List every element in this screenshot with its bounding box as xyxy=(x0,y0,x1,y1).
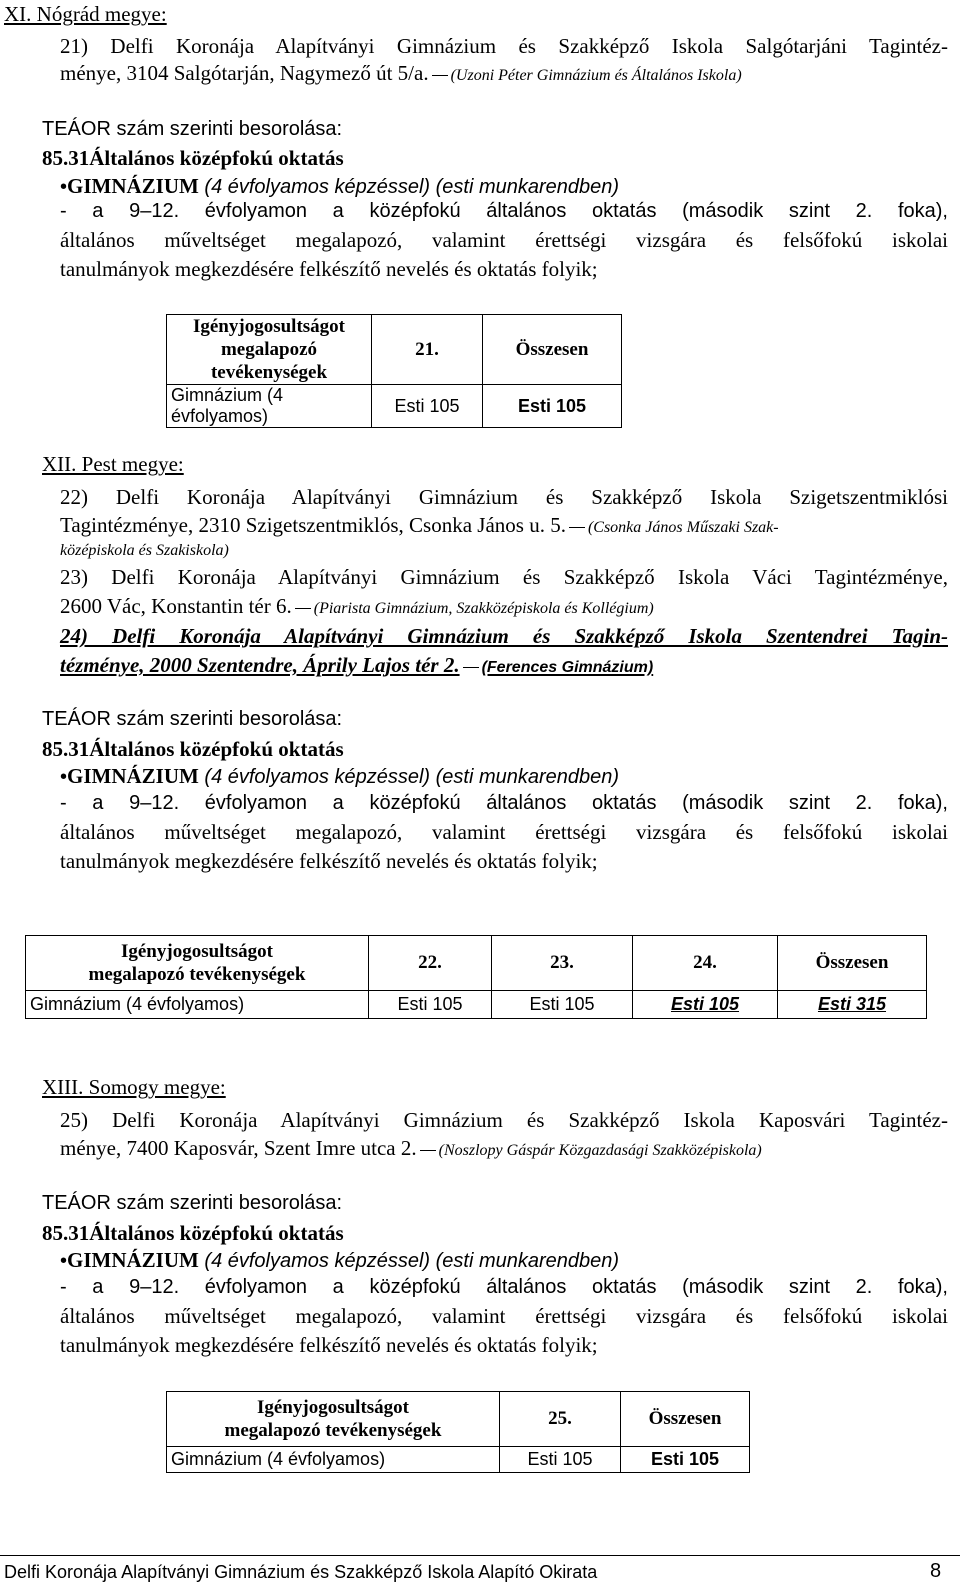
table-cell: Esti 105 xyxy=(633,991,778,1019)
table-col-24: 24. xyxy=(633,936,778,991)
table-somogy xyxy=(166,1391,750,1473)
teaor-label: TEÁOR szám szerinti besorolása: xyxy=(42,708,343,730)
footer-rule xyxy=(0,1555,960,1556)
table-cell-total: Esti 315 xyxy=(778,991,927,1019)
entry-24-line1: 24) Delfi Koronája Alapítványi Gimnázium és Szakképző Iskola Szentendrei Tagin- xyxy=(60,624,948,648)
desc-line3: tanulmányok megkezdésére felkészítő nevelés és oktatás folyik; xyxy=(60,257,598,281)
entry-22-note-cont: középiskola és Szakiskola) xyxy=(60,542,229,559)
table-row-label: Gimnázium (4 évfolyamos) xyxy=(26,991,369,1019)
section-header-pest: XII. Pest megye: xyxy=(42,452,184,476)
table-row-label: Gimnázium (4 évfolyamos) xyxy=(167,1447,500,1473)
gimnazium-line: •GIMNÁZIUM (4 évfolyamos képzéssel) (esti munkarendben) xyxy=(60,764,620,788)
entry-22-note: (Csonka János Műszaki Szak- xyxy=(587,519,779,536)
desc-line2: általános műveltséget megalapozó, valamint érettségi vizsgára és felsőfokú iskolai xyxy=(60,1304,948,1328)
entry-23-line1: 23) Delfi Koronája Alapítványi Gimnázium és Szakképző Iskola Váci Tagintézménye, xyxy=(60,565,948,589)
section-header-nograd: XI. Nógrád megye: xyxy=(4,2,167,26)
table-nograd xyxy=(166,314,622,428)
entry-21-note: (Uzoni Péter Gimnázium és Általános Iskola) xyxy=(450,67,742,84)
teaor-label: TEÁOR szám szerinti besorolása: xyxy=(42,1192,343,1214)
entry-25-line1: 25) Delfi Koronája Alapítványi Gimnázium és Szakképző Iskola Kaposvári Tagintéz- xyxy=(60,1108,948,1132)
entry-24-line2: tézménye, 2000 Szentendre, Áprily Lajos tér 2. (Ferences Gimnázium) xyxy=(60,653,654,677)
desc-line2: általános műveltséget megalapozó, valamint érettségi vizsgára és felsőfokú iskolai xyxy=(60,820,948,844)
table-pest xyxy=(25,935,927,1019)
entry-23-note: (Piarista Gimnázium, Szakközépiskola és Kollégium) xyxy=(313,600,654,617)
table-header-label: Igényjogosultságot megalapozó tevékenységek xyxy=(167,1392,500,1447)
table-cell: Esti 105 xyxy=(500,1447,621,1473)
teaor-code: 85.31Általános középfokú oktatás xyxy=(42,146,344,170)
entry-22-line2: Tagintézménye, 2310 Szigetszentmiklós, Csonka János u. 5. (Csonka János Műszaki Szak- xyxy=(60,513,779,537)
desc-line1: - a 9–12. évfolyamon a középfokú általános oktatás (második szint 2. foka), xyxy=(60,792,948,814)
entry-22-line1: 22) Delfi Koronája Alapítványi Gimnázium és Szakképző Iskola Szigetszentmiklósi xyxy=(60,485,948,509)
table-col-total: Összesen xyxy=(621,1392,750,1447)
desc-line1: - a 9–12. évfolyamon a középfokú általános oktatás (második szint 2. foka), xyxy=(60,1276,948,1298)
table-col-total: Összesen xyxy=(778,936,927,991)
table-col-23: 23. xyxy=(492,936,633,991)
teaor-label: TEÁOR szám szerinti besorolása: xyxy=(42,118,343,140)
table-cell: Esti 105 xyxy=(369,991,492,1019)
entry-23-line2: 2600 Vác, Konstantin tér 6. (Piarista Gimnázium, Szakközépiskola és Kollégium) xyxy=(60,594,654,618)
desc-line1: - a 9–12. évfolyamon a középfokú általános oktatás (második szint 2. foka), xyxy=(60,200,948,222)
page-number: 8 xyxy=(930,1560,942,1582)
table-cell: Esti 105 xyxy=(372,385,483,428)
gimnazium-line: •GIMNÁZIUM (4 évfolyamos képzéssel) (esti munkarendben) xyxy=(60,1248,620,1272)
table-cell: Esti 105 xyxy=(492,991,633,1019)
entry-25-line2: ménye, 7400 Kaposvár, Szent Imre utca 2. (Noszlopy Gáspár Közgazdasági Szakközépiskola) xyxy=(60,1136,762,1160)
entry-25-note: (Noszlopy Gáspár Közgazdasági Szakközépiskola) xyxy=(438,1142,762,1159)
table-row-label: Gimnázium (4 évfolyamos) xyxy=(167,385,372,428)
table-header-label: Igényjogosultságot megalapozó tevékenységek xyxy=(26,936,369,991)
table-col-22: 22. xyxy=(369,936,492,991)
footer-text: Delfi Koronája Alapítványi Gimnázium és Szakképző Iskola Alapító Okirata xyxy=(4,1562,598,1582)
entry-21-line1: 21) Delfi Koronája Alapítványi Gimnázium és Szakképző Iskola Salgótarjáni Tagintéz- xyxy=(60,34,948,58)
desc-line2: általános műveltséget megalapozó, valamint érettségi vizsgára és felsőfokú iskolai xyxy=(60,228,948,252)
table-col-total: Összesen xyxy=(483,315,622,385)
table-cell-total: Esti 105 xyxy=(621,1447,750,1473)
gimnazium-line: •GIMNÁZIUM (4 évfolyamos képzéssel) (esti munkarendben) xyxy=(60,174,620,198)
desc-line3: tanulmányok megkezdésére felkészítő nevelés és oktatás folyik; xyxy=(60,1333,598,1357)
section-header-somogy: XIII. Somogy megye: xyxy=(42,1075,226,1099)
entry-24-note: (Ferences Gimnázium) xyxy=(481,659,654,676)
entry-21-line2: ménye, 3104 Salgótarján, Nagymező út 5/a. (Uzoni Péter Gimnázium és Általános Iskola) xyxy=(60,61,742,85)
desc-line3: tanulmányok megkezdésére felkészítő nevelés és oktatás folyik; xyxy=(60,849,598,873)
table-cell-total: Esti 105 xyxy=(483,385,622,428)
table-header-label: Igényjogosultságot megalapozó tevékenységek xyxy=(167,315,372,385)
teaor-code: 85.31Általános középfokú oktatás xyxy=(42,1221,344,1245)
teaor-code: 85.31Általános középfokú oktatás xyxy=(42,737,344,761)
table-col-21: 21. xyxy=(372,315,483,385)
table-col-25: 25. xyxy=(500,1392,621,1447)
